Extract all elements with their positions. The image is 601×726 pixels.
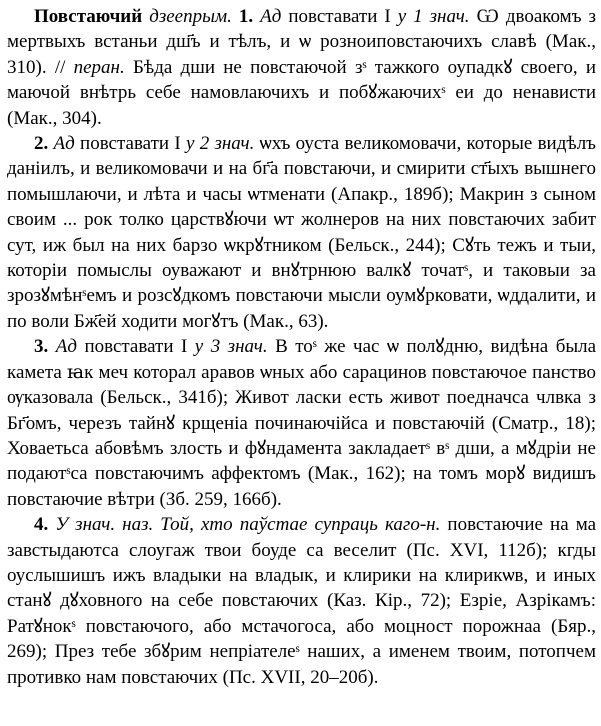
sense-text-figurative: Бѣда дши не повстаючой зˢ тажкого оупадкꙋ своего, и маючой внѣтрь себе намовлаючихъ и побꙋжаючихˢ еи до ненависти (Мак., 304).: [7, 56, 597, 129]
sense-number: 3.: [34, 336, 49, 358]
sense-number: 1.: [238, 6, 254, 27]
sense-text: повстаючие на ма завстыдаютса слоугаж твои боуде са веселит (Пс. XVI, 112б); кгды оуслышишъ ижъ владыки на владык, и клирики на клирикѡв, и иных станꙋ дꙋховного на себе повстаючих (Каз. Кір., 72); Езріе, Азрікамъ: Ратꙋнокˢ повстаючого, або мстачогоса, або моцност порожнаа (Бяр., 269); През тебе збꙋрим непріателеˢ наших, а именем твоим, потопчем противко нам повстаючих (Пс. XVII, 20–20б).: [7, 514, 597, 688]
sense-text: В тоˢ же час ѡ полꙋдню, видѣна была камета ꙗк меч которал аравов ѡных або сарацинов повстаючое панство ѹказовала (Бельск., 341б); Живот ласки есть живот поедначса члвка з Бг҃омъ, черезъ тайнꙋ крщеніа починаючійса и повстаючій (Сматр., 18); Ховаетьса абовѣмъ злость и фꙋндамента закладаетˢ вˢ дши, а мꙋдріи не подаютˢса повстаючимъ аффектомъ (Мак., 162); на томъ морꙋ видишъ повстаючие вѣтри (Зб. 259, 166б).: [7, 336, 597, 510]
sense-number: 4.: [34, 514, 49, 536]
entry-sense-2: [7, 131, 596, 334]
reference-target: повставати І: [288, 6, 391, 27]
entry-sense-4: [7, 512, 596, 690]
reference-sense: у 2 знач.: [185, 133, 255, 155]
entry-sense-1: [7, 4, 596, 131]
sense-number: 2.: [34, 133, 49, 155]
figurative-label: перан.: [73, 56, 125, 78]
entry-sense-3: [7, 334, 596, 512]
reference-word: Ад: [55, 336, 77, 358]
part-of-speech: дзеeпрым.: [149, 6, 232, 27]
sense-definition: У знач. наз. Той, хто паўстае супраць каго-н.: [55, 514, 441, 536]
reference-sense: у 3 знач.: [194, 336, 268, 358]
reference-target: повставати І: [80, 133, 181, 155]
reference-sense: у 1 знач.: [397, 6, 470, 27]
reference-word: Ад: [53, 133, 75, 155]
reference-word: Ад: [260, 6, 282, 27]
sense-text: ѡхъ оуста великомовачи, которые видѣлъ даніилъ, и великомовачи и на бг҃а повстаючи, и смирити ст҃ыхъ вышнего помышлаючи, и лѣта и часы ѡтменати (Апакр., 189б); Макрин з сыном своим ... рок толко царствꙋючи ѡт жолнеров на них повстаючих забит сут, иж был на них барзо ѡкрꙋтником (Бельск., 244); Сꙋть тежъ и тыи, которіи помыслы оуважают и внꙋтрнюю валкꙋ точатˢ, и таковыи за зрозꙋмѣнˢемъ и розсꙋдкомъ повстаючи мысли оумꙋрковати, ѡддалити, и по воли Бж҃ей ходити могꙋтъ (Мак., 63).: [7, 133, 597, 332]
sense-text: Ѡ двоакомъ з мертвыхъ встаньи дш҃ъ и тѣлъ, и ѡ розноиповстаючихъ славѣ (Мак., 310). //: [7, 6, 597, 78]
headword: Повстаючий: [34, 6, 143, 27]
reference-target: повставати І: [84, 336, 188, 358]
